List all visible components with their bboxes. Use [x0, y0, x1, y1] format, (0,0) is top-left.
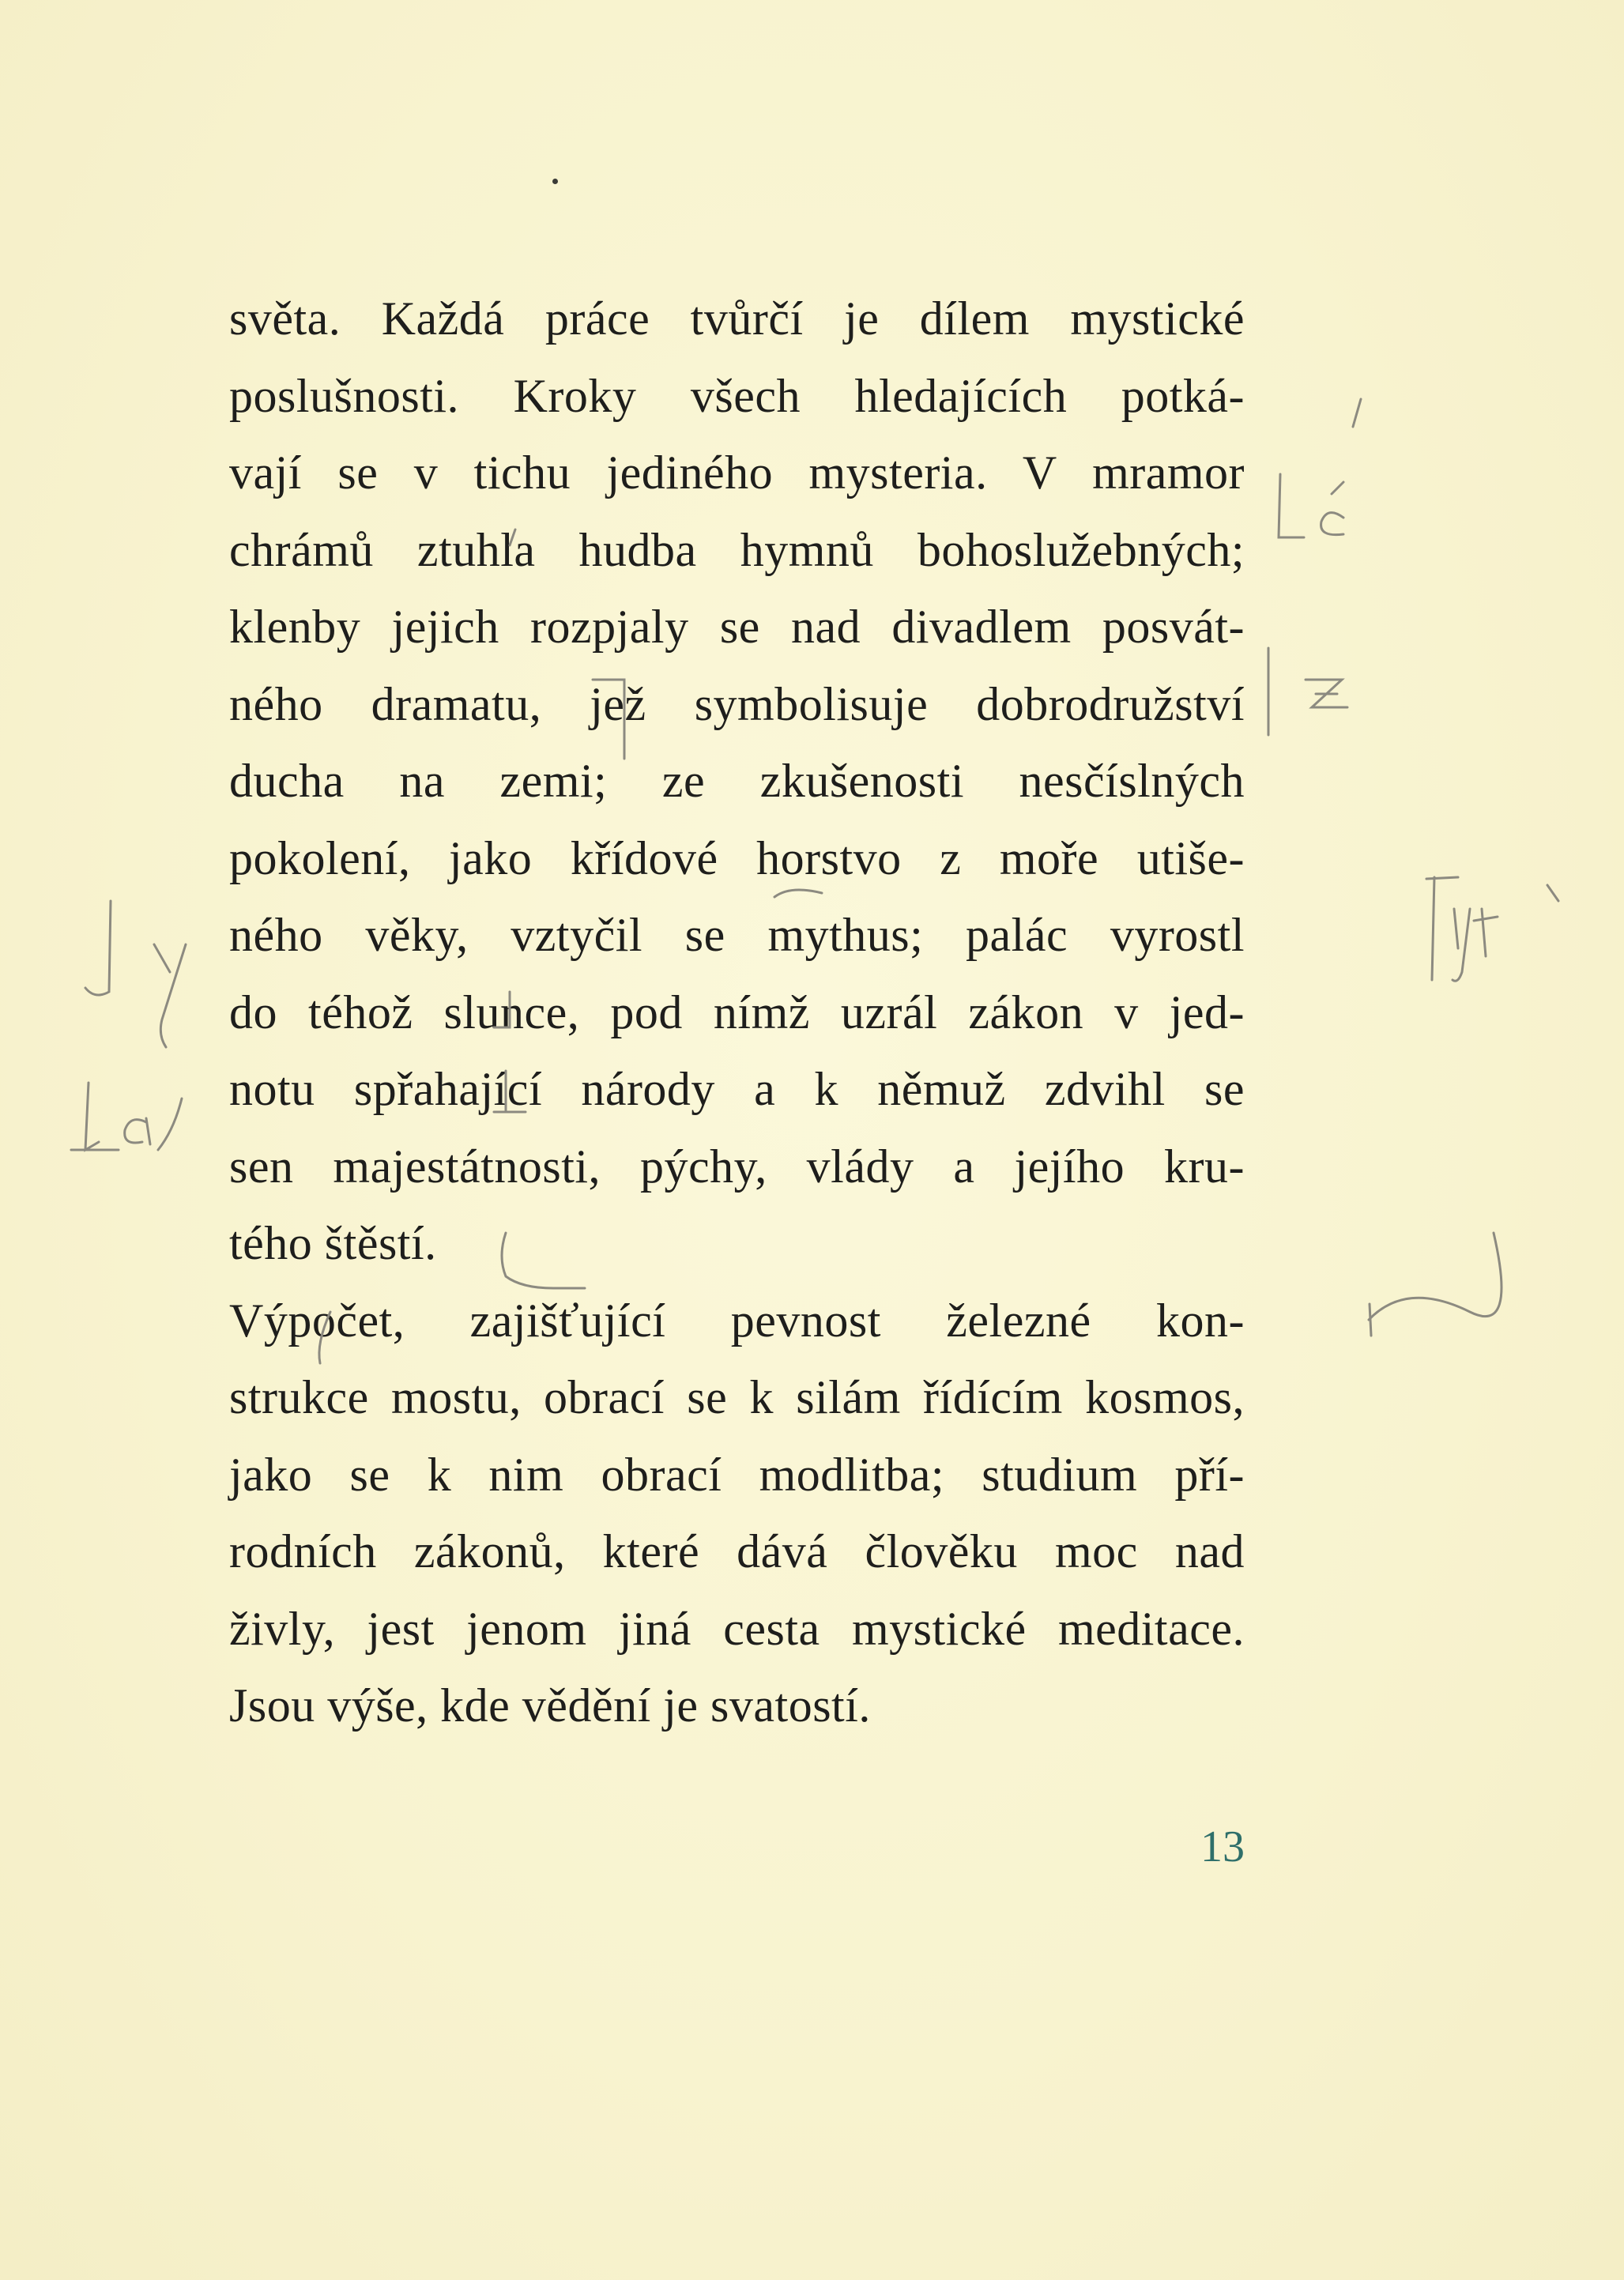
pencil-letter-t	[1474, 909, 1498, 956]
pencil-letter-e	[1321, 482, 1343, 535]
text-line: pokolení, jako křídové horstvo z moře utiše-	[229, 831, 1245, 884]
paragraph-2	[229, 1283, 1245, 1745]
text-line: ducha na zemi; ze zkušenosti nesčíslných	[229, 755, 1245, 807]
pencil-letter-y	[154, 944, 186, 1047]
pencil-letter-l	[71, 1083, 119, 1150]
text-line: strukce mostu, obrací se k silám řídícím kosmos,	[229, 1371, 1245, 1423]
text-line: chrámů ztuhla hudba hymnů bohoslužebných;	[229, 523, 1245, 576]
pencil-letter-a	[125, 1099, 182, 1150]
text-line: vají se v tichu jediného mysteria. V mramor	[229, 447, 1245, 499]
pencil-letter-z	[1306, 680, 1347, 707]
slash-mark	[1353, 399, 1361, 427]
text-line: rodních zákonů, které dává člověku moc nad	[229, 1525, 1245, 1577]
pencil-letter-m	[1426, 877, 1458, 980]
text-line: jako se k nim obrací modlitba; studium pří-	[229, 1448, 1245, 1501]
text-line: notu spřahající národy a k němuž zdvihl se	[229, 1063, 1245, 1115]
pencil-letter-j	[85, 901, 111, 995]
text-line: světa. Každá práce tvůrčí je dílem mystické	[229, 292, 1245, 345]
text-line: ného věky, vztyčil se mythus; palác vyrostl	[229, 909, 1245, 961]
text-line: tého štěstí.	[229, 1217, 437, 1269]
tilde-mark	[1369, 1233, 1502, 1320]
text-line: živly, jest jenom jiná cesta mystické meditace.	[229, 1602, 1245, 1655]
text-line: poslušnosti. Kroky všech hledajících potká-	[229, 369, 1245, 422]
ink-dot	[552, 179, 558, 184]
right-margin-annotations	[1268, 399, 1558, 1336]
body-text	[229, 281, 1245, 1745]
pencil-letter-y	[1453, 909, 1470, 981]
text-line: sen majestátnosti, pýchy, vlády a jejího kru-	[229, 1140, 1245, 1193]
text-line: Jsou výše, kde vědění je svatostí.	[229, 1679, 871, 1732]
text-line: do téhož slunce, pod nímž uzrál zákon v jed-	[229, 985, 1245, 1038]
pencil-letter-l	[1279, 474, 1304, 537]
text-line: klenby jejich rozpjaly se nad divadlem posvát-	[229, 601, 1245, 653]
text-line: ného dramatu, jež symbolisuje dobrodružství	[229, 677, 1245, 730]
pencil-accent	[1547, 885, 1558, 901]
page-number: 13	[1200, 1822, 1245, 1871]
text-line: Výpočet, zajišťující pevnost železné kon-	[229, 1294, 1245, 1347]
tick-mark	[1370, 1304, 1371, 1336]
paragraph-1	[229, 281, 1245, 1283]
